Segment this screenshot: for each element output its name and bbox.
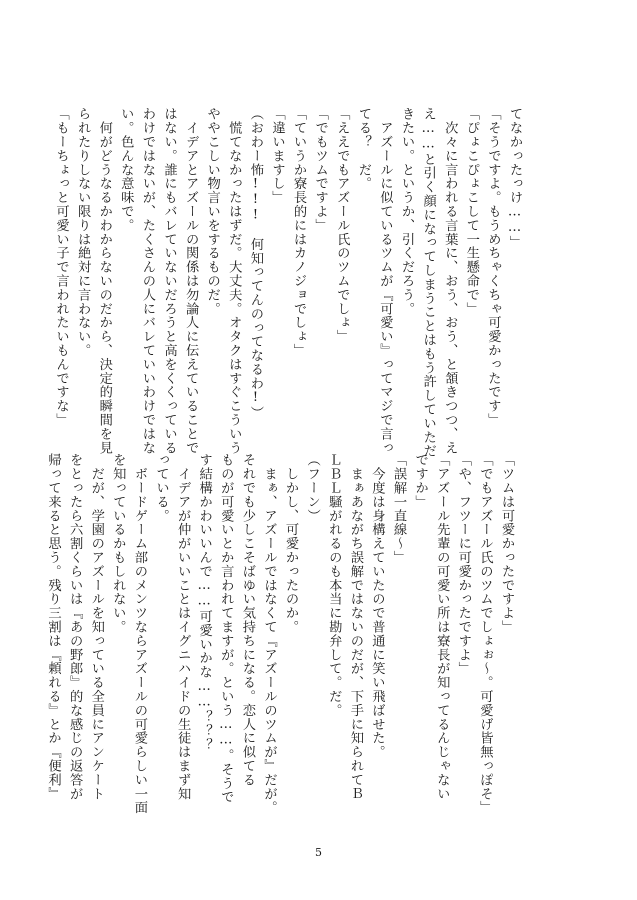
text-line: 何がどうなるかわからないのだから、決定的瞬間を見: [96, 107, 112, 455]
text-line: てなかったっけ……」: [507, 107, 522, 250]
text-line: イデアが仲がいいことはイグニハイドの生徒はまず知: [175, 453, 191, 801]
text-line: ややこしい物言いをするものだ。: [204, 107, 220, 316]
text-line: ボードゲーム部のメンツならアズールの可愛らしい一面: [131, 453, 147, 815]
page-number: 5: [315, 846, 322, 859]
text-line: い。色んな意味で。: [118, 107, 134, 233]
text-line: 「誤解一直線〜」: [391, 453, 407, 565]
text-line: だが、学園のアズールを知っている全員にアンケート: [88, 453, 104, 801]
text-line: られたりしない限りは絶対に言わない。: [75, 107, 91, 358]
text-line: （フーン）: [304, 453, 320, 523]
text-line: 今度は身構えていたので普通に笑い飛ばせた。: [369, 453, 385, 759]
text-line: 「ツムは可愛かったですよ」: [499, 453, 514, 634]
text-line: 「違いますし」: [269, 107, 285, 205]
text-line: しかし、可愛かったのか。: [283, 453, 299, 634]
text-line: 「や、フツーに可愛かったですよ」: [455, 453, 471, 676]
text-line: す結構かわいいんで……可愛いかな……？？？: [196, 453, 212, 752]
text-line: を知っているかもしれない。: [110, 453, 126, 634]
text-line: え……と引く顔になってしまうことはもう許していただ: [420, 107, 436, 458]
text-line: 「でもツムですよ」: [312, 107, 328, 233]
text-line: をとったら六割くらいは『あの野郎』的な感じの返答が: [67, 453, 83, 801]
text-line: アズールに似ているツムが『可愛い』ってマジで言っ: [377, 107, 393, 455]
text-line: それでも少しこそばゆい気持ちになる。恋人に似てる: [239, 453, 255, 787]
text-column-lower: [45, 453, 517, 815]
text-column-upper: [53, 107, 525, 458]
text-line: 慌てなかったはずだ。大丈夫。オタクはすぐこういう: [226, 107, 242, 455]
text-line: 「もーちょっと可愛い子で言われたいもんですな」: [53, 107, 69, 427]
text-line: 「ぴょこぴょこして一生懸命で」: [463, 107, 479, 316]
text-line: はない。誰にもバレていないだろうと高をくくっている: [161, 107, 177, 455]
text-line: ですか」: [412, 453, 428, 509]
text-line: まぁ、アズールではなくて『アズールのツムが』だが。: [261, 453, 277, 815]
text-line: わけではないが、たくさんの人にバレていいわけではな: [139, 107, 155, 455]
text-line: 「そうですよ。もうめちゃくちゃ可愛かったです」: [485, 107, 501, 427]
text-line: っている。: [153, 453, 169, 523]
text-line: まぁあながち誤解ではないのだが、下手に知られてＢ: [347, 453, 363, 801]
text-line: ＬＢＬ騒がれるのも本当に勘弁して。だ。: [326, 453, 342, 718]
text-line: 「ていうか寮長的にはカノジョでしょ」: [291, 107, 307, 358]
text-line: イデアとアズールの関係は勿論人に伝えていることで: [183, 107, 199, 455]
text-line: てる？ だ。: [355, 107, 371, 191]
text-line: きたい。というか、引くだろう。: [399, 107, 415, 316]
text-line: 「でもアズール氏のツムでしょぉ〜。可愛げ皆無っぽそ」: [477, 453, 493, 815]
text-line: 「ええでもアズール氏のツムでしょ」: [334, 107, 350, 344]
text-line: 次々に言われる言葉に、おう、おう、と頷きつつ、え: [442, 107, 458, 455]
text-line: ものが可愛いとか言われてますが。という……。そうで: [218, 453, 234, 804]
text-line: （おわー怖!!! 何知ってんのってなるわ!）: [247, 107, 263, 420]
text-line: 「アズール先輩の可愛い所は寮長が知ってるんじゃない: [434, 453, 450, 801]
text-line: 帰って来ると思う。残り三割は『頼れる』とか『便利』: [45, 453, 61, 801]
